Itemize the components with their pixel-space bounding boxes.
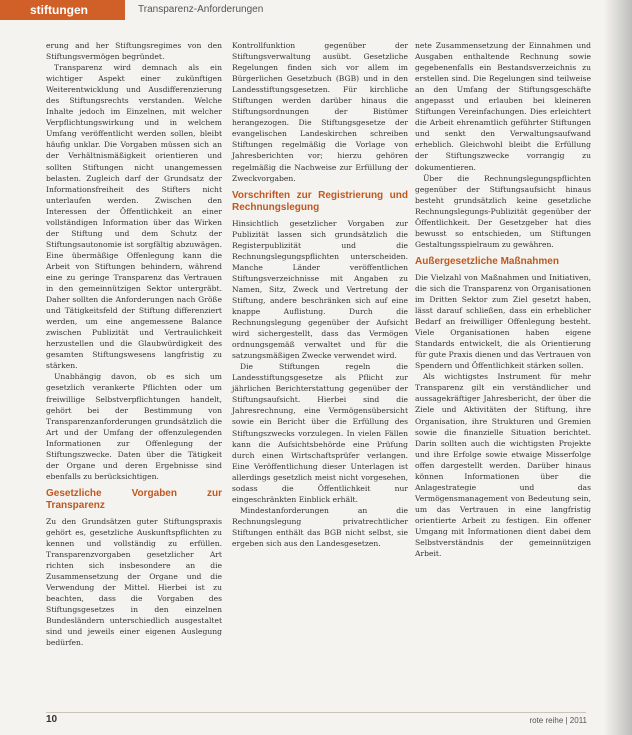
footer-rule (46, 712, 586, 713)
section-heading: Vorschriften zur Registrierung und Rechnungslegung (232, 189, 408, 213)
header-title: Transparenz-Anforderungen (138, 4, 264, 15)
body-paragraph: Zu den Grundsätzen guter Stiftungspraxis gehört es, gesetzliche Auskunftspflichten zu kennen und vollständig zu erfüllen. Transparenzvorgaben gesetzlicher Art richten sich insbesondere an die Zusammensetzung der Organe und die Verwendung der Mittel. Hierbei ist zu beachten, dass die Vorgaben des Stiftungsgesetzes in den einzelnen Bundesländern unterschiedlich ausgestaltet sind und jeweils einer eigenen Auslegung bedürfen. (46, 516, 222, 648)
section-tab: stiftungen (0, 0, 125, 20)
text-column-3 (415, 40, 591, 559)
body-paragraph: Über die Rechnungslegungspflichten gegenüber der Stiftungsaufsicht hinaus besteht grundsätzlich keine gesetzliche Rechnungslegungs-Publizität gegenüber der Öffentlichkeit. Der Gesetzgeber hat dies bewusst so entschieden, um Stiftungen Gestaltungsspielraum zu gewähren. (415, 173, 591, 249)
section-heading: Außergesetzliche Maßnahmen (415, 255, 559, 267)
body-paragraph: Unabhängig davon, ob es sich um gesetzlich verankerte Pflichten oder um freiwillige Selbstverpflichtungen handelt, gehört bei der Bestimmung von Transparenzanforderungen grundsätzlich die Art und der Umfang der offenzulegenden Informationen zur Offenlegung der Stiftungszwecke. Daten über die Tätigkeit der Organe und deren Ergebnisse sind ebenfalls zu berücksichtigen. (46, 372, 222, 481)
text-column-2 (232, 40, 408, 549)
body-paragraph: Die Stiftungen regeln die Landesstiftungsgesetze als Pflicht zur jährlichen Berichterstattung gegenüber der Stiftungsaufsicht. Hierbei sind die Jahresrechnung, eine Vermögensübersicht sowie ein Bericht über die Erfüllung des Stiftungszwecks vorzulegen. In vielen Fällen kann die Aufsichtsbehörde eine Prüfung durch einen Wirtschaftsprüfer verlangen. Eine Veröffentlichung dieser Unterlagen ist allerdings gesetzlich meist nicht vorgesehen, sodass die Öffentlichkeit nur eingeschränkten Einblick erhält. (232, 362, 408, 504)
section-heading: Gesetzliche Vorgaben zur Transparenz (46, 487, 222, 511)
body-paragraph: nete Zusammensetzung der Einnahmen und Ausgaben enthaltende Rechnung sowie gegebenenfalls ein Bestandsverzeichnis zu erstellen sind. Die Regelungen sind teilweise an den Umfang der Stiftungsgeschäfte angepasst und erlauben bei kleineren Stiftungen Vereinfachungen. Dies erleichtert die Arbeit ehrenamtlich geführter Stiftungen und senkt den Verwaltungsaufwand erheblich. Gleichwohl bleibt die Erfüllung der Stiftungszwecke vorrangig zu dokumentieren. (415, 41, 591, 172)
text-column-1 (46, 40, 222, 648)
page-footer (0, 709, 632, 735)
page-number: 10 (46, 714, 58, 725)
body-paragraph: erung and her Stiftungsregimes von den Stiftungsvermögen begründet. (46, 41, 222, 62)
page-header (0, 0, 632, 20)
body-paragraph: Mindestanforderungen an die Rechnungslegung privatrechtlicher Stiftungen enthält das BGB nicht selbst, sie ergeben sich aus den Landesgesetzen. (232, 505, 408, 548)
body-paragraph: Kontrollfunktion gegenüber der Stiftungsverwaltung ausübt. Gesetzliche Regelungen finden sich vor allem im Bürgerlichen Gesetzbuch (BGB) und in den Landesstiftungsgesetzen. Für kirchliche Stiftungen werden darüber hinaus die Stiftungsordnungen der Bistümer herangezogen. Die Stiftungsgesetze der evangelischen Landeskirchen schreiben Stiftungen regelmäßig die Vorlage von Jahresberichten vor; hierzu gehören regelmäßig die Nachweise zur Erfüllung der Zweckvorgaben. (232, 41, 408, 183)
body-paragraph: Die Vielzahl von Maßnahmen und Initiativen, die sich die Transparenz von Organisationen im Dritten Sektor zum Ziel gesetzt haben, lässt darauf schließen, dass ein erheblicher Bedarf an freiwilliger Offenlegung besteht. Viele Organisationen haben eigene Standards entwickelt, die als Orientierung für gute Praxis dienen und das Vertrauen von Spendern und Öffentlichkeit stärken sollen. (415, 272, 591, 371)
body-paragraph: Transparenz wird demnach als ein wichtiger Aspekt einer zukünftigen Weiterentwicklung und Ausdifferenzierung des Stiftungsrechts verstanden. Welche Inhalte jedoch im Einzelnen, mit welcher Verpflichtungswirkung und in welchem Umfang veröffentlicht werden sollen, bleibt häufig unklar. Die Vorgaben müssen sich an der Verhältnismäßigkeit orientieren und sollten Stiftungen nicht unangemessen belasten. Zugleich darf der Grundsatz der Informationsfreiheit des Stifters nicht unterlaufen werden. Zwischen den Interessen der Öffentlichkeit an einer vollständigen Information über das Wirken der Stiftung und dem Schutz der Stiftungsautonomie ist sorgfältig abzuwägen. Eine übermäßige Offenlegung kann die Arbeit von Stiftungen behindern, während eine zu geringe Transparenz das Vertrauen in den gemeinnützigen Sektor untergräbt. Daher sollten die Anforderungen nach Größe und Tätigkeitsfeld der Stiftung differenziert werden, um eine angemessene Balance zwischen Publizität und Vertraulichkeit herzustellen und die Glaubwürdigkeit des gesamten Stiftungswesens langfristig zu stärken. (46, 63, 222, 371)
issue-label: rote reihe | 2011 (529, 716, 587, 725)
body-paragraph: Als wichtigstes Instrument für mehr Transparenz gilt ein verständlicher und aussagekräftiger Jahresbericht, der über die Ziele und Aktivitäten der Stiftung, ihre Organisation, ihre Strukturen und Gremien sowie die finanzielle Situation berichtet. Darin sollten auch die wichtigsten Projekte und ihre Erfolge sowie etwaige Misserfolge offen dargestellt werden. Darüber hinaus können Informationen über die Anlagestrategie und das Vermögensmanagement von Bedeutung sein, um das Vertrauen in eine langfristig orientierte Arbeit zu festigen. Ein offener Umgang mit Informationen dient dabei dem Selbstverständnis der gemeinnützigen Arbeit. (415, 372, 591, 559)
body-paragraph: Hinsichtlich gesetzlicher Vorgaben zur Publizität lassen sich grundsätzlich die Registerpublizität und die Rechnungslegungspflichten unterscheiden. Manche Länder veröffentlichen Stiftungsverzeichnisse mit Angaben zu Namen, Sitz, Zweck und Vertretung der Stiftung, andere beschränken sich auf eine knappe Auflistung. Durch die Rechnungslegung gegenüber der Aufsicht wird sichergestellt, dass das Vermögen ordnungsgemäß verwaltet und für die satzungsmäßigen Zwecke verwendet wird. (232, 218, 408, 361)
